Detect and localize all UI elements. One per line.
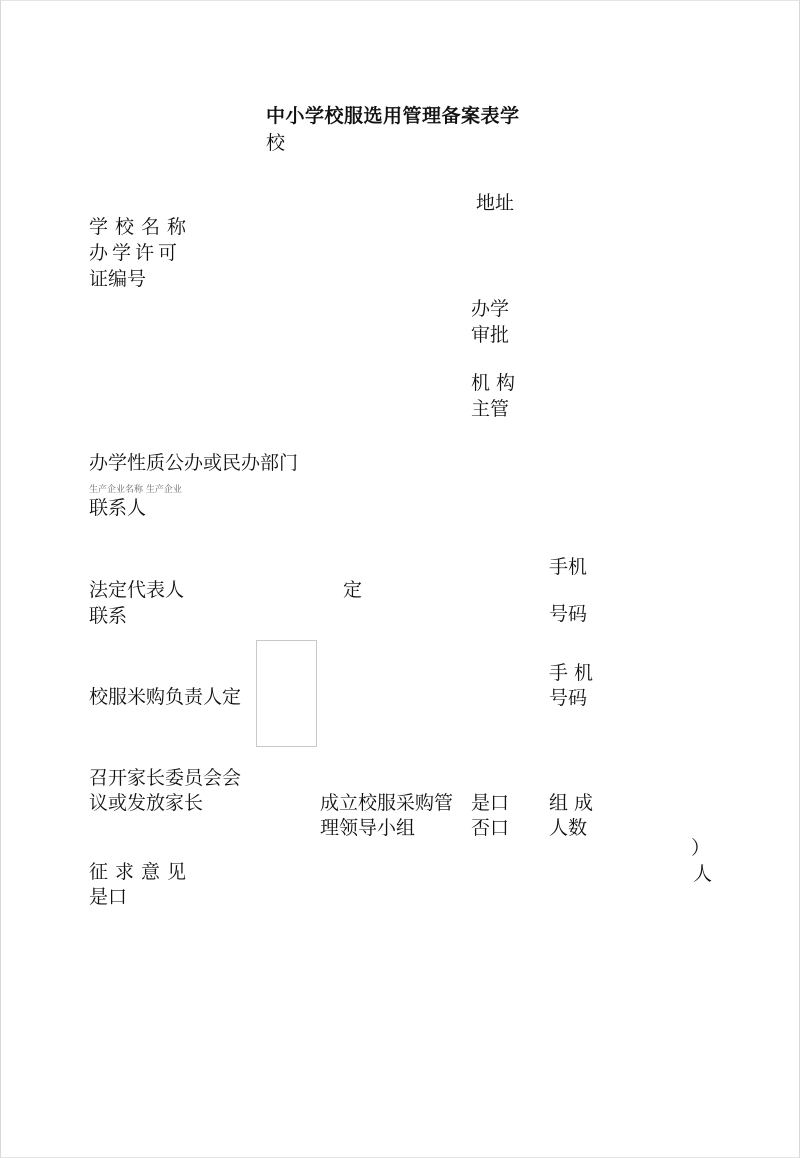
people-unit-label: 人 xyxy=(693,863,713,885)
form-title-line2: 校 xyxy=(266,132,286,154)
approval-label-line1: 办学 xyxy=(471,298,510,320)
mobile-label-line1: 手机 xyxy=(549,556,588,578)
uniform-manager-label: 校服米购负责人定 xyxy=(89,686,242,708)
group-label-line1: 成立校服采购管 xyxy=(320,792,454,814)
yes-checkbox-label[interactable]: 是口 xyxy=(471,792,510,814)
photo-box xyxy=(256,640,317,747)
license-label-line1: 办学许可 xyxy=(89,242,182,264)
members-label-line1: 组 成 xyxy=(549,792,594,814)
meeting-label-line1: 召开家长委员会会 xyxy=(89,767,242,789)
group-label-line2: 理领导小组 xyxy=(320,817,416,839)
meeting-label-line2: 议或发放家长 xyxy=(89,792,204,814)
mobile2-label-line2: 号码 xyxy=(549,687,588,709)
mobile-label-line2: 号码 xyxy=(549,603,588,625)
mobile2-label-line1: 手 机 xyxy=(549,662,594,684)
school-name-label: 学校名称 xyxy=(89,216,194,238)
members-label-line2: 人数 xyxy=(549,817,588,839)
contact-label: 联系 xyxy=(89,605,128,627)
manufacturer-note: 生产企业名称 生产企业 xyxy=(89,485,182,495)
form-title-line1: 中小学校服选用管理备案表学 xyxy=(266,105,520,127)
no-checkbox-label[interactable]: 否口 xyxy=(471,817,510,839)
authority-label-line2: 主管 xyxy=(471,398,510,420)
close-paren: ） xyxy=(691,837,711,859)
legal-rep-label: 法定代表人 xyxy=(89,579,185,601)
approval-label-line2: 审批 xyxy=(471,324,510,346)
authority-label-line1: 机 构 xyxy=(471,372,516,394)
license-label-line2: 证编号 xyxy=(89,268,147,290)
yes2-checkbox-label[interactable]: 是口 xyxy=(89,886,128,908)
contact-person-label: 联系人 xyxy=(89,497,147,519)
ding-label: 定 xyxy=(343,579,363,601)
opinion-label: 征求意见 xyxy=(89,861,194,883)
address-label: 地址 xyxy=(476,192,515,214)
school-nature-label: 办学性质公办或民办部门 xyxy=(89,452,299,474)
